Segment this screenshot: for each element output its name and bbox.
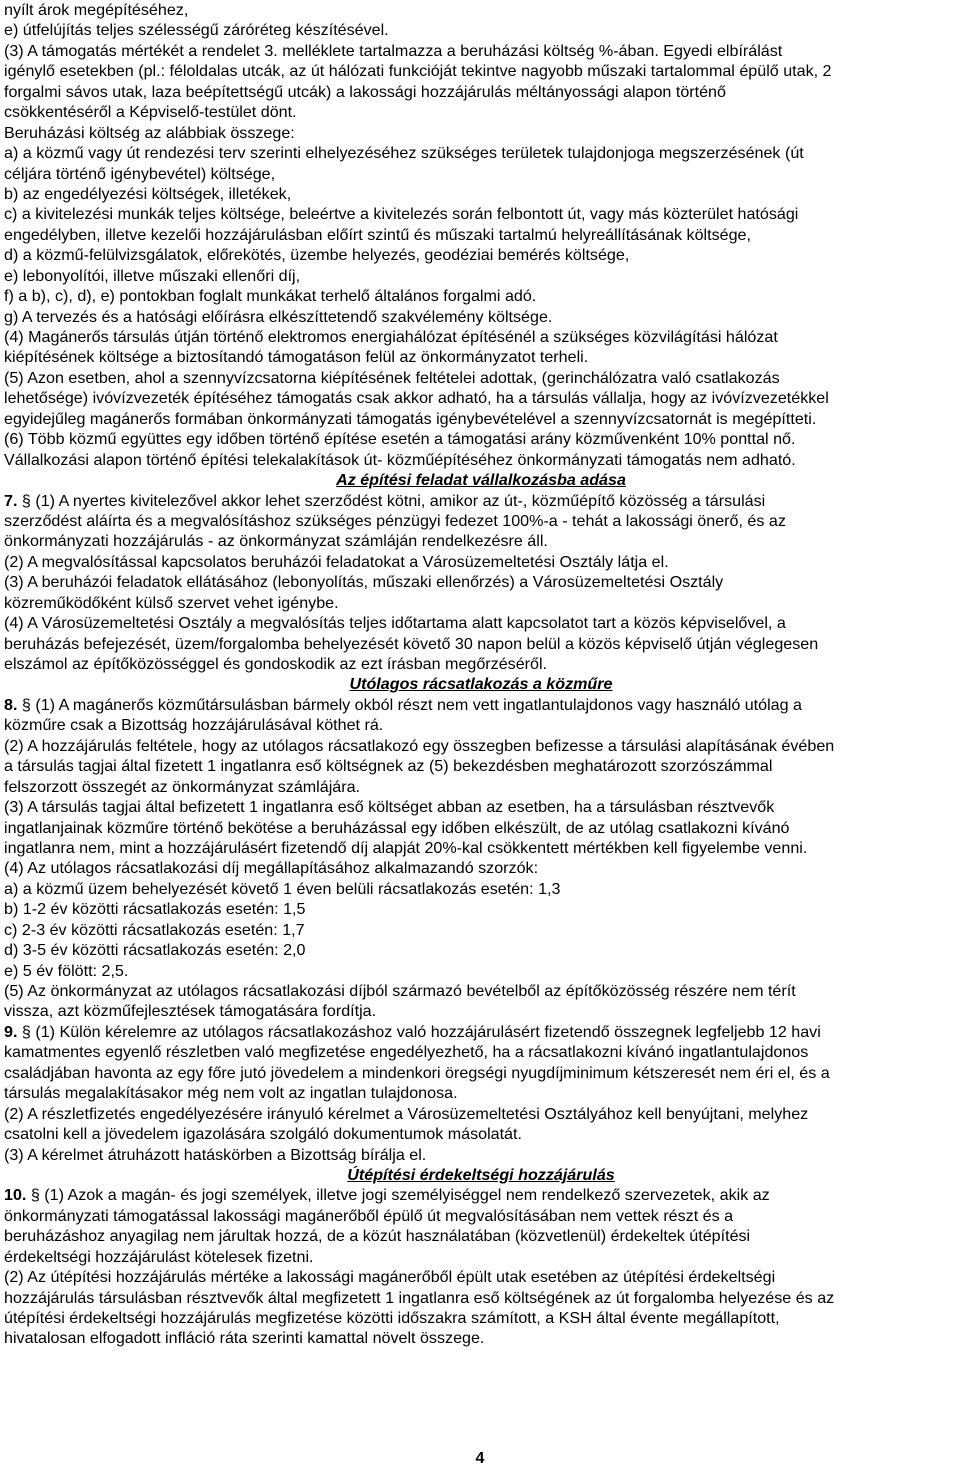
text-line: beruházás befejezését, üzem/forgalomba behelyezését követő 30 napon belül a közös képviselő útján véglegesen bbox=[4, 634, 819, 653]
text-line: Vállalkozási alapon történő építési telekalakítások út- közműépítéséhez önkormányzati támogatás nem adható. bbox=[4, 450, 796, 469]
text-line: c) 2-3 év közötti rácsatlakozás esetén: 1,7 bbox=[4, 920, 305, 939]
text-line: (4) A Városüzemeltetési Osztály a megvalósítás teljes időtartama alatt kapcsolatot tart a közös képviselővel, a bbox=[4, 614, 786, 633]
text-line: érdekeltségi hozzájárulást kötelesek fizetni. bbox=[4, 1247, 314, 1266]
text-line: a társulás tagjai által fizetett 1 ingatlanra eső költségnek az (5) bekezdésben meghatározott szorzószámmal bbox=[4, 757, 773, 776]
text-line: 10. § (1) Azok a magán- és jogi személyek, illetve jogi személyiséggel nem rendelkező szervezetek, akik az bbox=[4, 1186, 770, 1205]
text-line: (5) Azon esetben, ahol a szennyvízcsatorna kiépítésének feltételei adottak, (gerinchálózatra való csatlakozás bbox=[4, 368, 780, 387]
section-heading: Az építési feladat vállalkozásba adása bbox=[336, 471, 626, 490]
text-line: d) a közmű-felülvizsgálatok, előrekötés, üzembe helyezés, geodéziai bemérés költsége, bbox=[4, 246, 630, 265]
text-line: egyidejűleg magánerős formában önkormányzati támogatás igénybevételével a szennyvízcsatornát is megépítteti. bbox=[4, 409, 817, 428]
text-line: (2) Az útépítési hozzájárulás mértéke a lakossági magánerőből épült utak esetében az útépítési érdekeltségi bbox=[4, 1268, 776, 1287]
text-line: útépítési érdekeltségi hozzájárulás megfizetése közötti időszakra számított, a KSH által évente megállapított, bbox=[4, 1309, 780, 1327]
text-line: e) útfelújítás teljes szélességű záróréteg készítésével. bbox=[4, 21, 389, 40]
text-line: 7. § (1) A nyertes kivitelezővel akkor lehet szerződést kötni, amikor az út-, közműépítő közösség a társulási bbox=[4, 491, 766, 510]
text-line: Beruházási költség az alábbiak összege: bbox=[4, 123, 295, 142]
text-line: vissza, azt közműfejlesztések támogatására fordítja. bbox=[4, 1002, 377, 1021]
text-line: (5) Az önkormányzat az utólagos rácsatlakozási díjból származó bevételből az építőközösség részére nem térít bbox=[4, 982, 796, 1000]
text-line: kiépítésének költsége a biztosítandó támogatáson felül az önkormányzatot terheli. bbox=[4, 348, 589, 367]
text-line: b) az engedélyezési költségek, illetékek, bbox=[4, 184, 292, 203]
text-line: szerződést aláírta és a megvalósításhoz szükséges pénzügyi fedezet 100%-a - tehát a lakossági önerő, és az bbox=[4, 511, 786, 530]
document-body bbox=[4, 0, 958, 1349]
text-line: (4) Magánerős társulás útján történő elektromos energiahálózat építésénél a szükséges közvilágítási hálózat bbox=[4, 328, 778, 346]
text-line: felszorzott összegét az önkormányzat számlájára. bbox=[4, 777, 361, 796]
text-line: hivatalosan elfogadott infláció ráta szerinti kamattal növelt összege. bbox=[4, 1329, 485, 1348]
text-line: (3) A beruházói feladatok ellátásához (lebonyolítás, műszaki ellenőrzés) a Városüzemeltetési Osztály bbox=[4, 573, 724, 592]
text-line: önkormányzati hozzájárulás - az önkormányzat számláján rendelkezésre áll. bbox=[4, 532, 548, 551]
text-line: csatolni kell a jövedelem igazolására szolgáló dokumentumok másolatát. bbox=[4, 1125, 522, 1144]
text-line: e) 5 év fölött: 2,5. bbox=[4, 961, 129, 980]
text-line: f) a b), c), d), e) pontokban foglalt munkákat terhelő általános forgalmi adó. bbox=[4, 287, 537, 306]
text-line: csökkentéséről a Képviselő-testület dönt. bbox=[4, 103, 297, 122]
text-line: a) a közmű vagy út rendezési terv szerinti elhelyezéséhez szükséges területek tulajdonjoga megszerzésének (út bbox=[4, 144, 804, 163]
text-line: (3) A kérelmet átruházott hatáskörben a Bizottság bírálja el. bbox=[4, 1145, 427, 1164]
text-line: ingatlanjainak közműre történő bekötése a beruházással egy időben elkészült, de az utólag csatlakozni kívánó bbox=[4, 818, 790, 837]
text-line: (2) A részletfizetés engedélyezésére irányuló kérelmet a Városüzemeltetési Osztályához kell benyújtani, melyhez bbox=[4, 1104, 809, 1123]
text-line: (3) A társulás tagjai által befizetett 1 ingatlanra eső költséget abban az esetben, ha a társulásban résztvevők bbox=[4, 798, 775, 817]
text-line: engedélyben, illetve kezelői hozzájárulásban előírt szintű és műszaki tartalmú helyreállításának költsége, bbox=[4, 225, 751, 244]
text-line: igénylő esetekben (pl.: féloldalas utcák, az út hálózati funkcióját tekintve nagyobb műszaki tartalommal épülő utak, 2 bbox=[4, 62, 832, 81]
text-line: elszámol az építőközösséggel és gondoskodik az ezt írásban megőrzéséről. bbox=[4, 655, 548, 673]
page-number: 4 bbox=[475, 1450, 485, 1467]
text-line: beruházáshoz anyagilag nem járultak hozzá, de a közút használatában (közvetlenül) érdekeltek útépítési bbox=[4, 1227, 751, 1246]
section-heading: Útépítési érdekeltségi hozzájárulás bbox=[347, 1165, 615, 1184]
text-line: kamatmentes egyenlő részletben való megfizetése engedélyezhető, ha a rácsatlakozni kívánó ingatlantulajdonos bbox=[4, 1043, 809, 1062]
text-line: g) A tervezés és a hatósági előírásra elkészíttetendő szakvélemény költsége. bbox=[4, 307, 553, 326]
text-line: (4) Az utólagos rácsatlakozási díj megállapításához alkalmazandó szorzók: bbox=[4, 859, 539, 878]
text-line: családjában havonta az egy főre jutó jövedelem a mindenkori öregségi nyugdíjminimum kétszeresét nem éri el, és a bbox=[4, 1063, 830, 1082]
text-line: társulás megalakításakor még nem volt az ingatlan tulajdonosa. bbox=[4, 1084, 458, 1103]
text-line: közreműködőként külső szervet vehet igénybe. bbox=[4, 593, 339, 612]
text-line: (2) A megvalósítással kapcsolatos beruházói feladatokat a Városüzemeltetési Osztály látja el. bbox=[4, 552, 669, 571]
text-line: ingatlanra nem, mint a hozzájárulásért fizetendő díj alapját 20%-kal csökkentett mértékben kell figyelembe venni. bbox=[4, 838, 808, 857]
text-line: e) lebonyolítói, illetve műszaki ellenőri díj, bbox=[4, 266, 301, 285]
text-line: céljára történő igénybevétel) költsége, bbox=[4, 164, 276, 183]
text-line: d) 3-5 év közötti rácsatlakozás esetén: 2,0 bbox=[4, 941, 306, 960]
text-line: 8. § (1) A magánerős közműtársulásban bármely okból részt nem vett ingatlantulajdonos vagy használó utólag a bbox=[4, 695, 803, 714]
text-line: lehetősége) ivóvízvezeték építéséhez támogatás csak akkor adható, ha a társulás vállalja, hogy az ivóvízvezetékkel bbox=[4, 389, 829, 408]
text-line: (6) Több közmű együttes egy időben történő építése esetén a támogatási arány közművenként 10% ponttal nő. bbox=[4, 430, 796, 449]
text-line: önkormányzati támogatással lakossági magánerőből épülő út megvalósításában nem vettek részt és a bbox=[4, 1206, 734, 1225]
text-line: (3) A támogatás mértékét a rendelet 3. melléklete tartalmazza a beruházási költség %-ában. Egyedi elbírálást bbox=[4, 41, 783, 60]
text-line: közműre csak a Bizottság hozzájárulásával köthet rá. bbox=[4, 716, 384, 735]
section-heading: Utólagos rácsatlakozás a közműre bbox=[349, 675, 613, 694]
text-line: b) 1-2 év közötti rácsatlakozás esetén: 1,5 bbox=[4, 900, 306, 919]
text-line: forgalmi sávos utak, laza beépítettségű utcák) a lakossági hozzájárulás méltányossági alapon történő bbox=[4, 82, 726, 101]
text-line: a) a közmű üzem behelyezését követő 1 éven belüli rácsatlakozás esetén: 1,3 bbox=[4, 879, 561, 898]
text-line: hozzájárulás társulásban résztvevők által megfizetett 1 ingatlanra eső költségének az út forgalomba helyezése és az bbox=[4, 1288, 835, 1307]
text-line: c) a kivitelezési munkák teljes költsége, beleértve a kivitelezés során felbontott út, vagy más közterület hatósági bbox=[4, 205, 799, 224]
text-line: nyílt árok megépítéséhez, bbox=[4, 1, 189, 19]
text-line: 9. § (1) Külön kérelemre az utólagos rácsatlakozáshoz való hozzájárulásért fizetendő összegnek legfeljebb 12 havi bbox=[4, 1022, 821, 1041]
text-line: (2) A hozzájárulás feltétele, hogy az utólagos rácsatlakozó egy összegben befizesse a társulási alapításának évében bbox=[4, 736, 835, 755]
